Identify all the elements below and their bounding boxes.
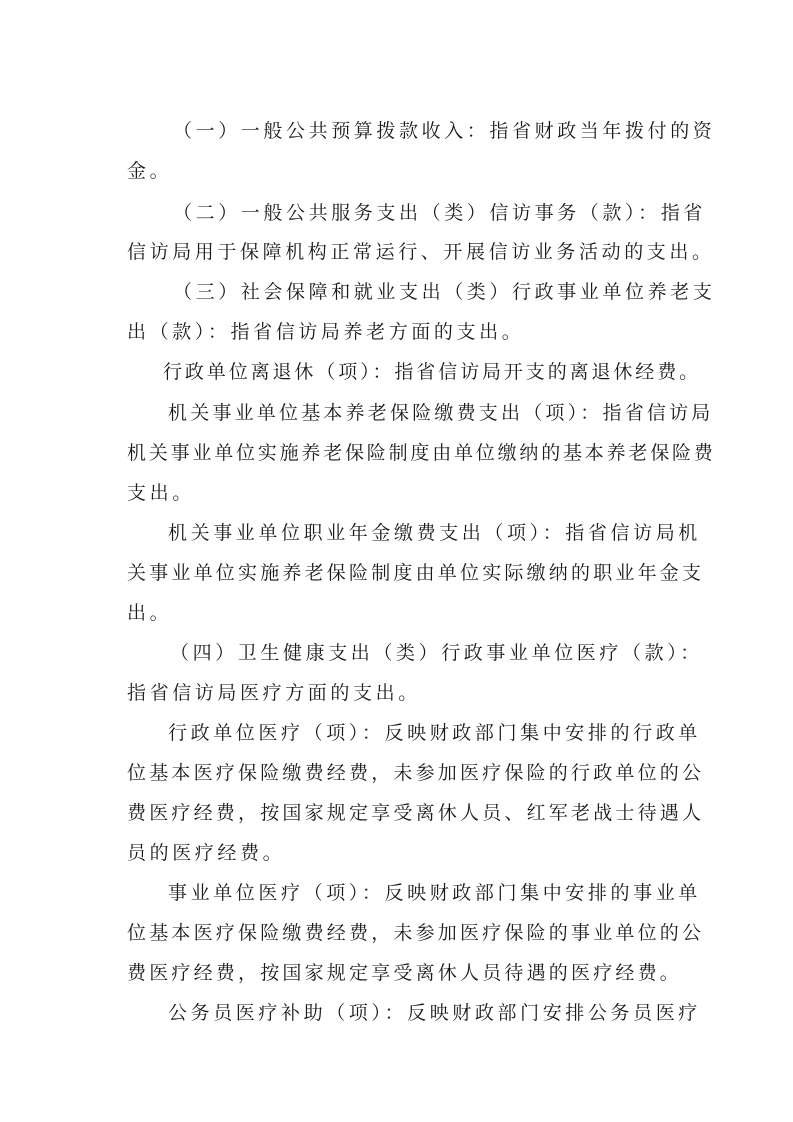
text-line: 行政单位医疗（项）：反映财政部门集中安排的行政单 <box>168 722 701 744</box>
text-line: 费医疗经费，按国家规定享受离休人员、红军老战士待遇人 <box>127 802 705 824</box>
text-line: 员的医疗经费。 <box>127 842 286 864</box>
text-line: 指省信访局医疗方面的支出。 <box>127 682 421 704</box>
text-line: 位基本医疗保险缴费经费，未参加医疗保险的行政单位的公 <box>127 762 705 784</box>
text-line: 机关事业单位基本养老保险缴费支出（项）：指省信访局 <box>168 402 714 424</box>
text-line: 公务员医疗补助（项）：反映财政部门安排公务员医疗 <box>168 1002 701 1024</box>
text-line: （二）一般公共服务支出（类）信访事务（款）：指省 <box>173 202 706 224</box>
text-line: 机关事业单位职业年金缴费支出（项）：指省信访局机 <box>168 522 701 544</box>
text-line: 出（款）：指省信访局养老方面的支出。 <box>127 321 525 343</box>
text-line: 行政单位离退休（项）：指省信访局开支的离退休经费。 <box>163 361 702 383</box>
text-line: 信访局用于保障机构正常运行、开展信访业务活动的支出。 <box>127 241 715 263</box>
text-line: 关事业单位实施养老保险制度由单位实际缴纳的职业年金支 <box>127 562 705 584</box>
text-line: 位基本医疗保险缴费经费，未参加医疗保险的事业单位的公 <box>127 922 705 944</box>
text-line: 事业单位医疗（项）：反映财政部门集中安排的事业单 <box>168 882 701 904</box>
text-line: 金。 <box>127 160 173 182</box>
text-line: （三）社会保障和就业支出（类）行政事业单位养老支 <box>173 281 716 303</box>
text-line: （一）一般公共预算拨款收入：指省财政当年拨付的资 <box>173 120 716 142</box>
text-line: 支出。 <box>127 482 195 504</box>
text-line: 出。 <box>127 602 173 624</box>
text-line: （四）卫生健康支出（类）行政事业单位医疗（款）： <box>170 642 703 664</box>
text-line: 费医疗经费，按国家规定享受离休人员待遇的医疗经费。 <box>127 962 683 984</box>
text-line: 机关事业单位实施养老保险制度由单位缴纳的基本养老保险费 <box>127 442 716 464</box>
